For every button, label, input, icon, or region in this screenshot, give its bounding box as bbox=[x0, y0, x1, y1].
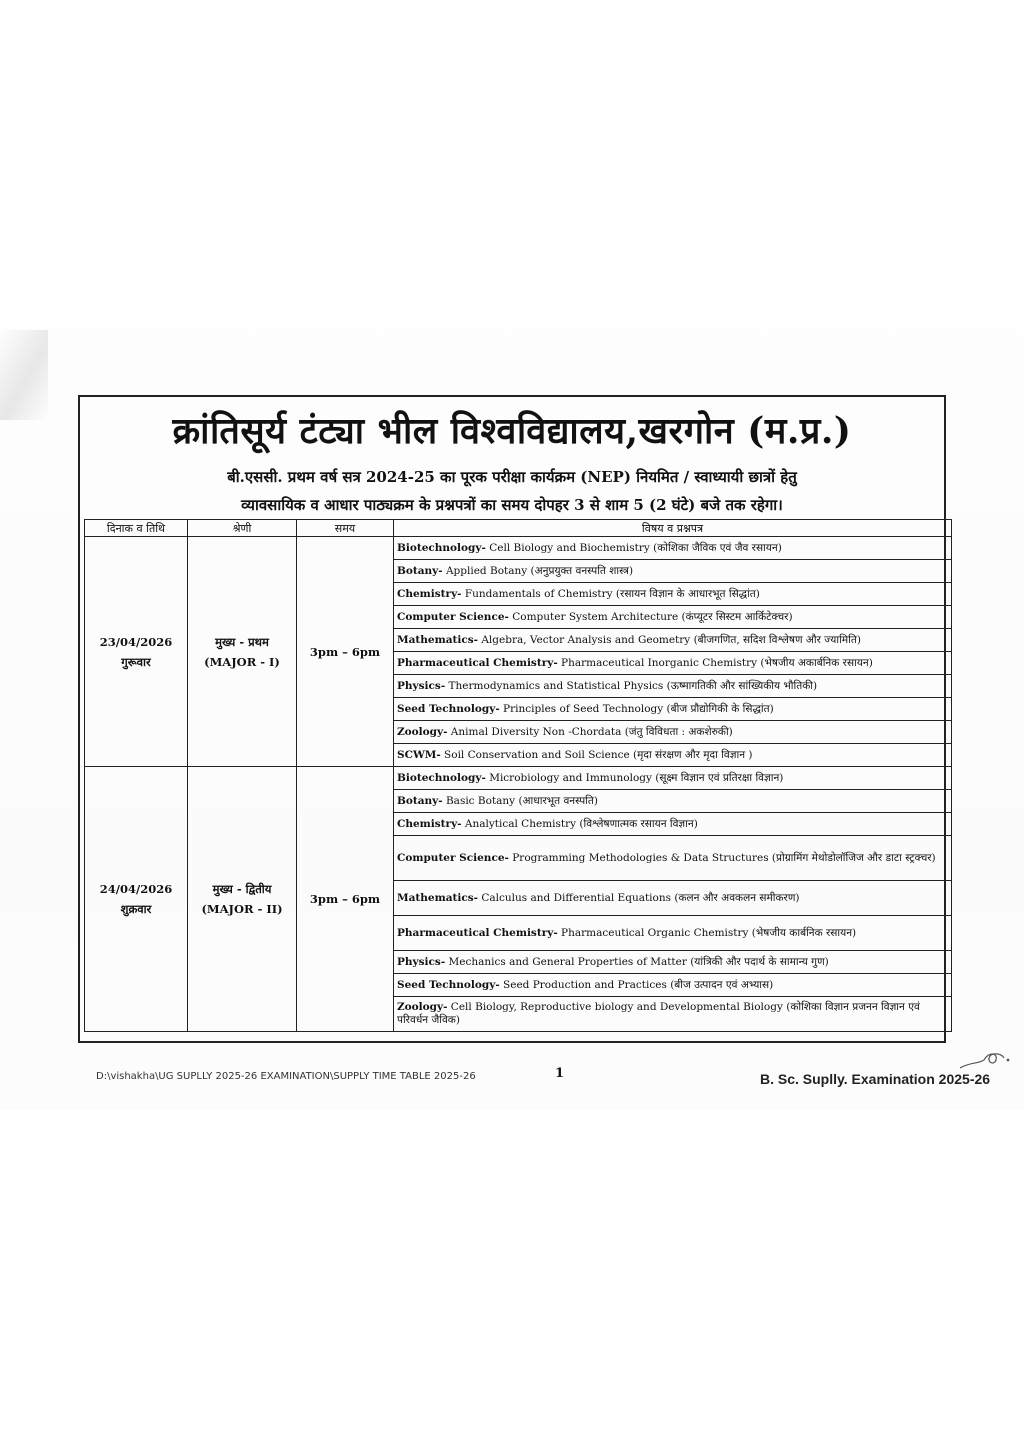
category-label: मुख्य - द्वितीय bbox=[212, 882, 272, 896]
subject-cell bbox=[394, 997, 952, 1032]
subject-name: Physics- bbox=[397, 955, 446, 968]
subject-cell bbox=[394, 606, 952, 629]
subject-name: Pharmaceutical Chemistry- bbox=[397, 926, 558, 939]
subtitle-line-1: बी.एससी. प्रथम वर्ष सत्र 2024-25 का पूरक परीक्षा कार्यक्रम (NEP) नियमित / स्वाध्यायी छात्रों हेतु bbox=[227, 468, 797, 486]
subject-name: Botany- bbox=[397, 794, 443, 807]
exam-date: 23/04/2026 bbox=[99, 634, 173, 649]
subject-paper: Fundamentals of Chemistry (रसायन विज्ञान के आधारभूत सिद्धांत) bbox=[461, 587, 760, 600]
time-cell-day2 bbox=[297, 767, 394, 1032]
subject-name: Chemistry- bbox=[397, 587, 462, 600]
subject-name: Seed Technology- bbox=[397, 702, 500, 715]
subject-cell bbox=[394, 790, 952, 813]
subject-cell bbox=[394, 813, 952, 836]
footer-page-number: 1 bbox=[555, 1066, 565, 1081]
subject-name: Pharmaceutical Chemistry- bbox=[397, 656, 558, 669]
exam-weekday: शुक्रवार bbox=[120, 902, 152, 916]
subject-paper: Cell Biology and Biochemistry (कोशिका जैविक एवं जैव रसायन) bbox=[485, 541, 782, 554]
subject-cell bbox=[394, 881, 952, 916]
subject-paper: Applied Botany (अनुप्रयुक्त वनस्पति शास्त्र) bbox=[442, 564, 634, 577]
subject-name: Computer Science- bbox=[397, 610, 509, 623]
col-header-subject: विषय व प्रश्नपत्र bbox=[394, 520, 952, 537]
subject-name: Seed Technology- bbox=[397, 978, 500, 991]
time-cell-day1 bbox=[297, 537, 394, 767]
footer-exam-label: B. Sc. Suplly. Examination 2025-26 bbox=[760, 1071, 991, 1087]
subject-cell bbox=[394, 675, 952, 698]
subject-cell bbox=[394, 652, 952, 675]
table-row bbox=[85, 767, 952, 790]
blank-area bbox=[0, 1110, 1024, 1449]
subject-paper: Principles of Seed Technology (बीज प्रौद्योगिकी के सिद्धांत) bbox=[499, 702, 774, 715]
subject-cell bbox=[394, 767, 952, 790]
subject-name: Botany- bbox=[397, 564, 443, 577]
subject-name: Physics- bbox=[397, 679, 446, 692]
footer-file-path: D:\vishakha\UG SUPLLY 2025-26 EXAMINATION\SUPPLY TIME TABLE 2025-26 bbox=[96, 1071, 476, 1082]
subject-paper: Pharmaceutical Inorganic Chemistry (भेषजीय अकार्बनिक रसायन) bbox=[557, 656, 873, 669]
subject-name: Mathematics- bbox=[397, 891, 479, 904]
subject-paper: Seed Production and Practices (बीज उत्पादन एवं अभ्यास) bbox=[499, 978, 774, 991]
subject-cell bbox=[394, 916, 952, 951]
subject-cell bbox=[394, 836, 952, 881]
subject-cell bbox=[394, 744, 952, 767]
category-cell-day1 bbox=[188, 537, 297, 767]
date-cell-day1 bbox=[85, 537, 188, 767]
subtitle-line-2: व्यावसायिक व आधार पाठ्यक्रम के प्रश्नपत्रों का समय दोपहर 3 से शाम 5 (2 घंटे) बजे तक रहेगा। bbox=[241, 496, 783, 514]
date-cell-day2 bbox=[85, 767, 188, 1032]
subject-paper: Computer System Architecture (कंप्यूटर सिस्टम आर्किटेक्चर) bbox=[508, 610, 793, 623]
subject-cell bbox=[394, 560, 952, 583]
subject-cell bbox=[394, 537, 952, 560]
col-header-date: दिनाक व तिथि bbox=[85, 520, 188, 537]
subject-paper: Algebra, Vector Analysis and Geometry (बीजगणित, सदिश विश्लेषण और ज्यामिति) bbox=[478, 633, 861, 646]
subject-paper: Analytical Chemistry (विश्लेषणात्मक रसायन विज्ञान) bbox=[461, 817, 698, 830]
subject-name: Computer Science- bbox=[397, 851, 509, 864]
category-cell-day2 bbox=[188, 767, 297, 1032]
col-header-category: श्रेणी bbox=[188, 520, 297, 537]
exam-date: 24/04/2026 bbox=[99, 882, 173, 896]
subject-paper: Cell Biology, Reproductive biology and Developmental Biology (कोशिका विज्ञान प्रजनन विज्ञान एवं परिवर्धन जैविक) bbox=[397, 1001, 920, 1026]
table-row bbox=[85, 537, 952, 560]
category-code: (MAJOR - I) bbox=[204, 654, 280, 669]
subject-name: SCWM- bbox=[397, 748, 441, 761]
subject-paper: Animal Diversity Non -Chordata (जंतु विविधता : अकशेरुकी) bbox=[447, 725, 733, 738]
subject-cell bbox=[394, 721, 952, 744]
subject-name: Zoology- bbox=[397, 1001, 448, 1013]
exam-time: 3pm – 6pm bbox=[309, 644, 381, 659]
exam-time: 3pm – 6pm bbox=[309, 892, 381, 906]
subject-cell bbox=[394, 974, 952, 997]
subject-cell bbox=[394, 629, 952, 652]
subject-paper: Pharmaceutical Organic Chemistry (भेषजीय कार्बनिक रसायन) bbox=[557, 926, 857, 939]
signature-icon bbox=[958, 1048, 1018, 1072]
subject-paper: Thermodynamics and Statistical Physics (ऊष्मागतिकी और सांख्यिकीय भौतिकी) bbox=[445, 679, 818, 692]
exam-timetable bbox=[84, 519, 952, 1032]
subject-cell bbox=[394, 583, 952, 606]
subject-name: Biotechnology- bbox=[397, 771, 486, 784]
subject-paper: Mechanics and General Properties of Matter (यांत्रिकी और पदार्थ के सामान्य गुण) bbox=[445, 955, 829, 968]
university-title: क्रांतिसूर्य टंट्या भील विश्वविद्यालय,खरगोन (म.प्र.) bbox=[172, 410, 852, 452]
subject-paper: Microbiology and Immunology (सूक्ष्म विज्ञान एवं प्रतिरक्षा विज्ञान) bbox=[485, 771, 784, 784]
subject-paper: Soil Conservation and Soil Science (मृदा संरक्षण और मृदा विज्ञान ) bbox=[440, 748, 753, 761]
subject-name: Zoology- bbox=[397, 725, 448, 738]
subject-paper: Calculus and Differential Equations (कलन और अवकलन समीकरण) bbox=[478, 891, 800, 904]
subject-paper: Basic Botany (आधारभूत वनस्पति) bbox=[442, 794, 598, 807]
subject-cell bbox=[394, 698, 952, 721]
table-header-row bbox=[85, 520, 952, 537]
timetable-frame bbox=[78, 395, 946, 1043]
subject-paper: Programming Methodologies & Data Structures (प्रोग्रामिंग मेथोडोलॉजिज और डाटा स्ट्रक्चर) bbox=[508, 851, 936, 864]
subject-name: Biotechnology- bbox=[397, 541, 486, 554]
subject-cell bbox=[394, 951, 952, 974]
col-header-time: समय bbox=[297, 520, 394, 537]
category-code: (MAJOR - II) bbox=[201, 902, 283, 916]
page-edge-shadow bbox=[0, 330, 48, 420]
exam-weekday: गुरूवार bbox=[121, 654, 151, 669]
subject-name: Chemistry- bbox=[397, 817, 462, 830]
subject-name: Mathematics- bbox=[397, 633, 479, 646]
category-label: मुख्य - प्रथम bbox=[215, 634, 269, 649]
